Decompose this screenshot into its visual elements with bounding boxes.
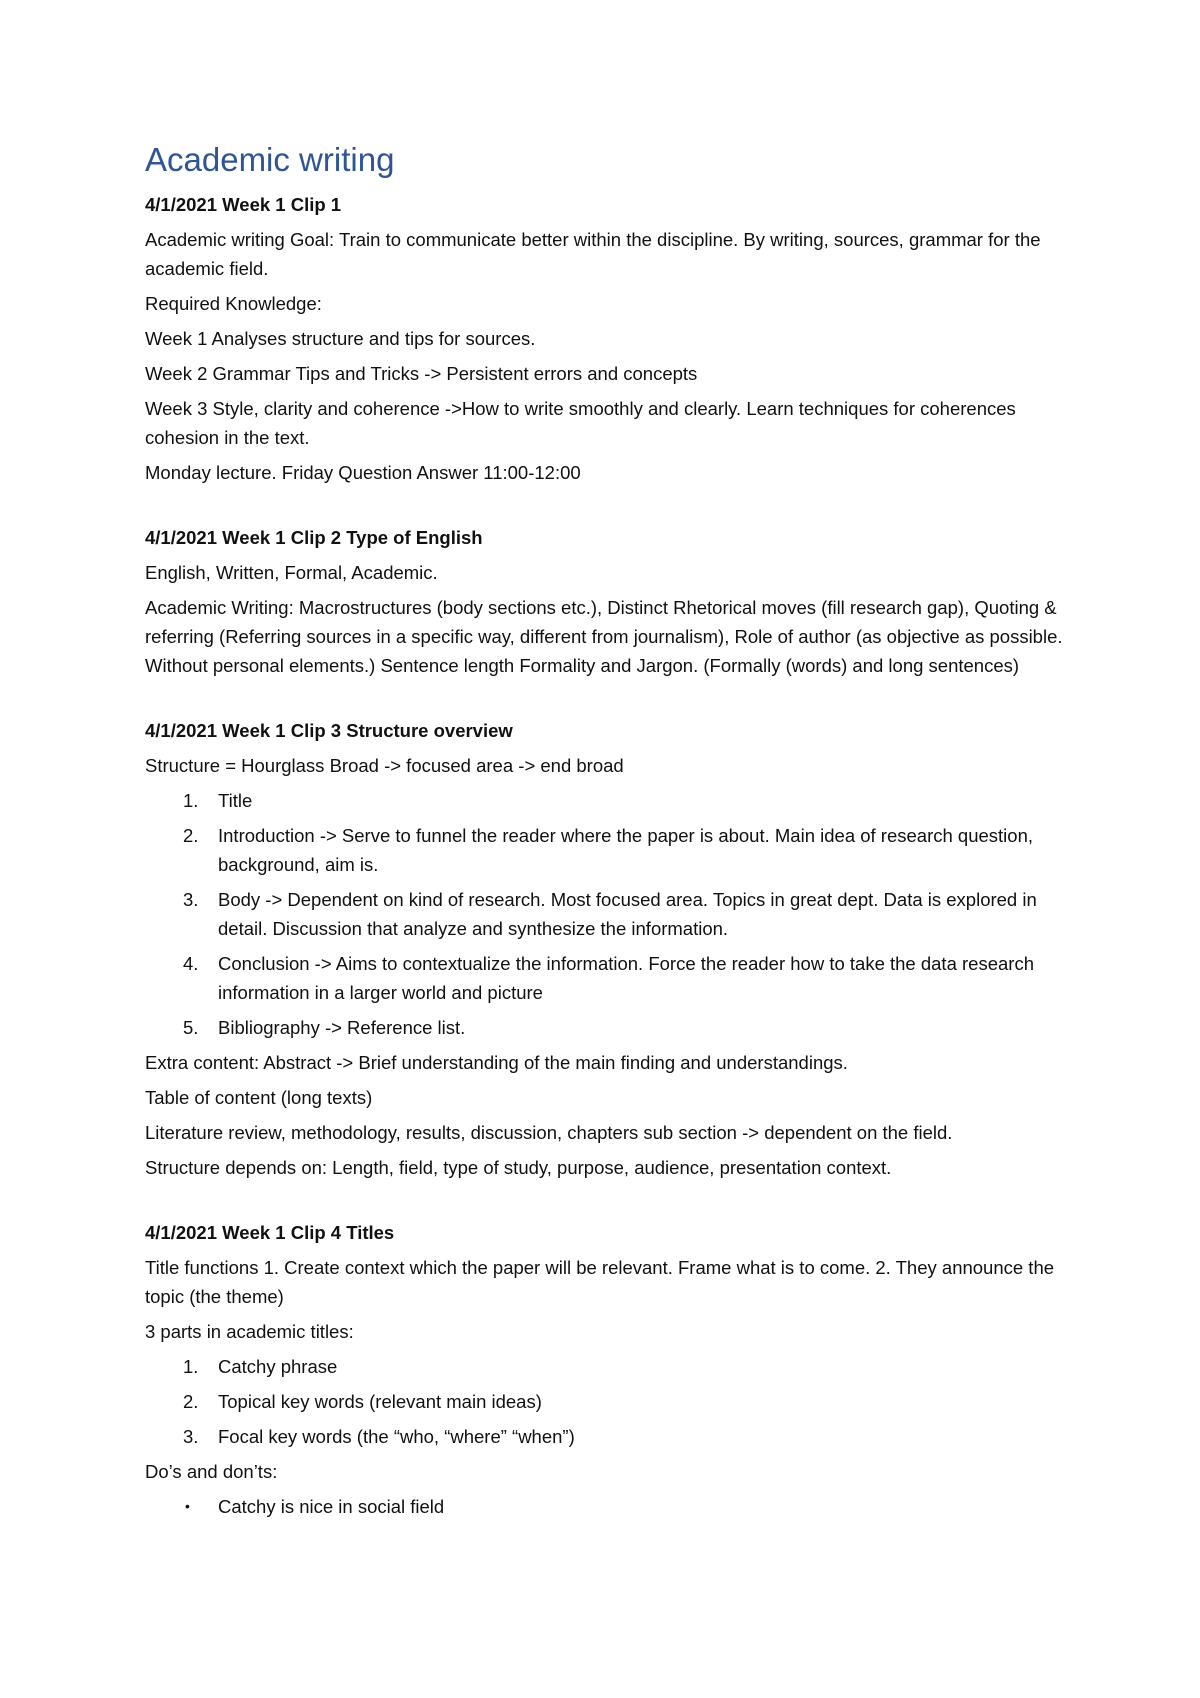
- list-item-text: Catchy is nice in social field: [218, 1495, 445, 1517]
- list-item-text: Focal key words (the “who, “where” “when”): [218, 1425, 575, 1447]
- paragraph: Required Knowledge:: [145, 292, 322, 314]
- paragraph: Academic Writing: Macrostructures (body sections etc.), Distinct Rhetorical moves (fill research gap), Quoting & referring (Referring sources in a specific way, different from journalism), Role of author (as objective as possible. Without personal elements.) Sentence length Formality and Jargon. (Formally (words) and long sentences): [145, 596, 1063, 676]
- paragraph: Extra content: Abstract -> Brief understanding of the main finding and understandings.: [145, 1051, 848, 1073]
- list-item: [145, 1352, 1065, 1381]
- list-number: 3.: [183, 1425, 199, 1447]
- list-item-text: Topical key words (relevant main ideas): [218, 1390, 542, 1412]
- dos-donts-bullet-list: [145, 1492, 1065, 1521]
- list-item-text: Title: [218, 789, 253, 811]
- list-number: 5.: [183, 1016, 199, 1038]
- paragraph: Structure = Hourglass Broad -> focused area -> end broad: [145, 754, 624, 776]
- title-parts-numbered-list: [145, 1352, 1065, 1451]
- document-title: Academic writing: [145, 141, 395, 178]
- paragraph: Do’s and don’ts:: [145, 1460, 278, 1482]
- list-item: [145, 1387, 1065, 1416]
- document-page: [145, 140, 1065, 1527]
- list-item-text: Introduction -> Serve to funnel the reader where the paper is about. Main idea of research question, background, aim is.: [218, 824, 1034, 875]
- list-number: 3.: [183, 888, 199, 910]
- list-number: 4.: [183, 952, 199, 974]
- list-number: 1.: [183, 789, 199, 811]
- list-item: [145, 821, 1065, 879]
- list-item: [145, 949, 1065, 1007]
- list-item-text: Body -> Dependent on kind of research. Most focused area. Topics in great dept. Data is explored in detail. Discussion that analyze and synthesize the information.: [218, 888, 1037, 939]
- section-heading-clip3: 4/1/2021 Week 1 Clip 3 Structure overview: [145, 719, 513, 741]
- list-item: [145, 786, 1065, 815]
- list-number: 2.: [183, 1390, 199, 1412]
- paragraph: Week 2 Grammar Tips and Tricks -> Persistent errors and concepts: [145, 362, 698, 384]
- paragraph: 3 parts in academic titles:: [145, 1320, 354, 1342]
- list-item-text: Catchy phrase: [218, 1355, 338, 1377]
- paragraph: Structure depends on: Length, field, type of study, purpose, audience, presentation context.: [145, 1156, 892, 1178]
- list-item-text: Conclusion -> Aims to contextualize the information. Force the reader how to take the data research information in a larger world and picture: [218, 952, 1034, 1003]
- paragraph: Table of content (long texts): [145, 1086, 373, 1108]
- paragraph: Academic writing Goal: Train to communicate better within the discipline. By writing, sources, grammar for the academic field.: [145, 228, 1041, 279]
- paragraph: Monday lecture. Friday Question Answer 11:00-12:00: [145, 461, 581, 483]
- section-heading-clip1: 4/1/2021 Week 1 Clip 1: [145, 193, 342, 215]
- list-item: [145, 1422, 1065, 1451]
- list-item: [145, 1492, 1065, 1521]
- list-number: 2.: [183, 824, 199, 846]
- list-item: [145, 885, 1065, 943]
- structure-numbered-list: [145, 786, 1065, 1042]
- bullet-icon: •: [185, 1497, 190, 1514]
- paragraph: Literature review, methodology, results, discussion, chapters sub section -> dependent on the field.: [145, 1121, 953, 1143]
- list-item-text: Bibliography -> Reference list.: [218, 1016, 466, 1038]
- list-number: 1.: [183, 1355, 199, 1377]
- paragraph: Week 1 Analyses structure and tips for sources.: [145, 327, 536, 349]
- list-item: [145, 1013, 1065, 1042]
- section-heading-clip2: 4/1/2021 Week 1 Clip 2 Type of English: [145, 526, 483, 548]
- paragraph: English, Written, Formal, Academic.: [145, 561, 438, 583]
- paragraph: Title functions 1. Create context which the paper will be relevant. Frame what is to come. 2. They announce the topic (the theme): [145, 1256, 1055, 1307]
- section-heading-clip4: 4/1/2021 Week 1 Clip 4 Titles: [145, 1221, 395, 1243]
- paragraph: Week 3 Style, clarity and coherence ->How to write smoothly and clearly. Learn techniques for coherences cohesion in the text.: [145, 397, 1016, 448]
